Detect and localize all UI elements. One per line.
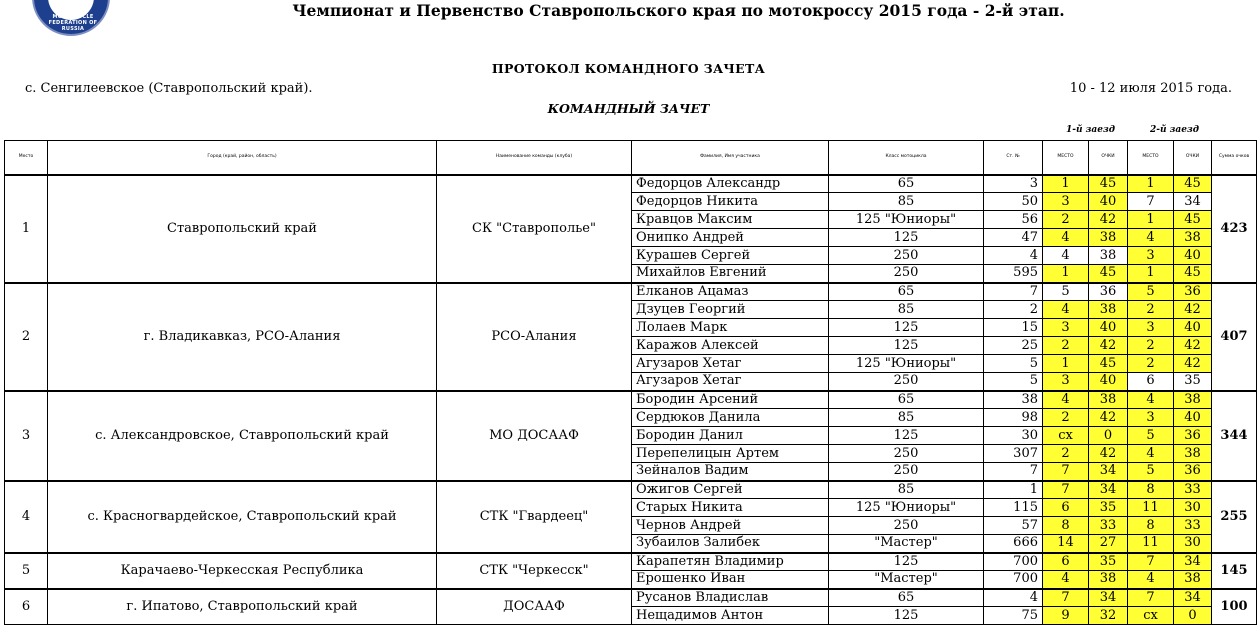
rider-number: 4 xyxy=(984,247,1043,265)
page-title: Чемпионат и Первенство Ставропольского края по мотокроссу 2015 года - 2-й этап. xyxy=(292,1,1065,20)
race1-position: 8 xyxy=(1043,517,1089,535)
race1-points: 38 xyxy=(1089,301,1128,319)
race2-points: 33 xyxy=(1174,517,1212,535)
rider-number: 2 xyxy=(984,301,1043,319)
race1-position: сх xyxy=(1043,427,1089,445)
race2-position: 7 xyxy=(1128,193,1174,211)
race2-points: 0 xyxy=(1174,607,1212,625)
team-place: 2 xyxy=(5,283,48,391)
race2-points: 40 xyxy=(1174,319,1212,337)
rider-name: Ерошенко Иван xyxy=(632,571,829,589)
race2-points: 38 xyxy=(1174,571,1212,589)
rider-class: 125 "Юниоры" xyxy=(829,355,984,373)
race2-points: 42 xyxy=(1174,301,1212,319)
team-place: 3 xyxy=(5,391,48,481)
race2-points: 30 xyxy=(1174,535,1212,553)
rider-name: Кравцов Максим xyxy=(632,211,829,229)
rider-number: 700 xyxy=(984,571,1043,589)
rider-name: Русанов Владислав xyxy=(632,589,829,607)
rider-class: 85 xyxy=(829,409,984,427)
race2-position: 8 xyxy=(1128,517,1174,535)
race2-points: 34 xyxy=(1174,193,1212,211)
section-subtitle: КОМАНДНЫЙ ЗАЧЕТ xyxy=(547,101,710,116)
race1-position: 9 xyxy=(1043,607,1089,625)
race1-points: 38 xyxy=(1089,571,1128,589)
race2-position: 6 xyxy=(1128,373,1174,391)
rider-name: Нещадимов Антон xyxy=(632,607,829,625)
rider-name: Перепелицын Артем xyxy=(632,445,829,463)
header-total: Сумма очков xyxy=(1212,141,1257,175)
team-place: 4 xyxy=(5,481,48,553)
race1-position: 2 xyxy=(1043,445,1089,463)
race1-points: 38 xyxy=(1089,391,1128,409)
race2-points: 35 xyxy=(1174,373,1212,391)
race1-position: 5 xyxy=(1043,283,1089,301)
race2-position: 1 xyxy=(1128,211,1174,229)
team-region: г. Владикавказ, РСО-Алания xyxy=(48,283,437,391)
race2-position: 1 xyxy=(1128,175,1174,193)
rider-name: Бородин Данил xyxy=(632,427,829,445)
team-club: ДОСААФ xyxy=(437,589,632,625)
race2-position: 1 xyxy=(1128,265,1174,283)
rider-class: 250 xyxy=(829,265,984,283)
race2-position: 7 xyxy=(1128,553,1174,571)
rider-name: Бородин Арсений xyxy=(632,391,829,409)
rider-number: 307 xyxy=(984,445,1043,463)
header-pts1: ОЧКИ xyxy=(1089,141,1128,175)
race2-points: 36 xyxy=(1174,283,1212,301)
race2-points: 40 xyxy=(1174,409,1212,427)
race1-points: 34 xyxy=(1089,589,1128,607)
race1-points: 34 xyxy=(1089,463,1128,481)
race1-points: 33 xyxy=(1089,517,1128,535)
table-row xyxy=(5,589,1257,607)
race1-points: 40 xyxy=(1089,373,1128,391)
rider-number: 7 xyxy=(984,283,1043,301)
header-club: Наименование команды (клуба) xyxy=(437,141,632,175)
race1-position: 4 xyxy=(1043,229,1089,247)
table-header-row xyxy=(5,141,1257,175)
rider-number: 56 xyxy=(984,211,1043,229)
race2-position: 4 xyxy=(1128,391,1174,409)
race1-position: 1 xyxy=(1043,175,1089,193)
race2-points: 42 xyxy=(1174,355,1212,373)
rider-class: 125 xyxy=(829,607,984,625)
rider-class: 125 "Юниоры" xyxy=(829,211,984,229)
race1-position: 3 xyxy=(1043,319,1089,337)
header-pos1: МЕСТО xyxy=(1043,141,1089,175)
event-location: с. Сенгилеевское (Ставропольский край). xyxy=(25,81,313,96)
team-place: 5 xyxy=(5,553,48,589)
race2-points: 38 xyxy=(1174,229,1212,247)
race2-label: 2-й заезд xyxy=(1150,125,1199,135)
rider-number: 15 xyxy=(984,319,1043,337)
rider-name: Лолаев Марк xyxy=(632,319,829,337)
rider-name: Федорцов Александр xyxy=(632,175,829,193)
race1-points: 0 xyxy=(1089,427,1128,445)
rider-class: 125 xyxy=(829,553,984,571)
race1-points: 38 xyxy=(1089,229,1128,247)
race1-points: 42 xyxy=(1089,445,1128,463)
race2-position: 3 xyxy=(1128,247,1174,265)
table-row xyxy=(5,283,1257,301)
event-date: 10 - 12 июля 2015 года. xyxy=(1069,81,1232,96)
rider-name: Агузаров Хетаг xyxy=(632,355,829,373)
race2-points: 36 xyxy=(1174,463,1212,481)
team-club: РСО-Алания xyxy=(437,283,632,391)
team-place: 1 xyxy=(5,175,48,283)
rider-name: Ожигов Сергей xyxy=(632,481,829,499)
rider-class: 65 xyxy=(829,589,984,607)
race1-position: 7 xyxy=(1043,481,1089,499)
race1-points: 27 xyxy=(1089,535,1128,553)
race1-label: 1-й заезд xyxy=(1066,125,1115,135)
rider-number: 595 xyxy=(984,265,1043,283)
rider-name: Зейналов Вадим xyxy=(632,463,829,481)
rider-name: Каражов Алексей xyxy=(632,337,829,355)
race1-position: 3 xyxy=(1043,373,1089,391)
rider-name: Курашев Сергей xyxy=(632,247,829,265)
rider-class: 125 xyxy=(829,229,984,247)
header-region: Город (край, район, область) xyxy=(48,141,437,175)
rider-class: 85 xyxy=(829,193,984,211)
race1-points: 35 xyxy=(1089,553,1128,571)
logo-text: MOTORCYCLE FEDERATION OF RUSSIA xyxy=(48,14,98,32)
rider-name: Старых Никита xyxy=(632,499,829,517)
rider-class: 85 xyxy=(829,481,984,499)
team-club: СТК "Черкесск" xyxy=(437,553,632,589)
race2-points: 34 xyxy=(1174,589,1212,607)
race2-points: 38 xyxy=(1174,445,1212,463)
race1-points: 40 xyxy=(1089,319,1128,337)
team-club: СТК "Гвардеец" xyxy=(437,481,632,553)
rider-number: 98 xyxy=(984,409,1043,427)
race2-position: 5 xyxy=(1128,283,1174,301)
race2-points: 34 xyxy=(1174,553,1212,571)
table-row xyxy=(5,481,1257,499)
team-region: Ставропольский край xyxy=(48,175,437,283)
race1-position: 4 xyxy=(1043,391,1089,409)
race1-position: 7 xyxy=(1043,589,1089,607)
race1-position: 2 xyxy=(1043,211,1089,229)
race2-position: 2 xyxy=(1128,301,1174,319)
race1-points: 45 xyxy=(1089,265,1128,283)
rider-class: 65 xyxy=(829,391,984,409)
race1-position: 6 xyxy=(1043,499,1089,517)
rider-class: 250 xyxy=(829,517,984,535)
rider-name: Дзуцев Георгий xyxy=(632,301,829,319)
header-rider: Фамилия, Имя участника xyxy=(632,141,829,175)
rider-number: 50 xyxy=(984,193,1043,211)
race1-points: 38 xyxy=(1089,247,1128,265)
race2-points: 36 xyxy=(1174,427,1212,445)
race1-points: 34 xyxy=(1089,481,1128,499)
rider-class: 125 "Юниоры" xyxy=(829,499,984,517)
rider-number: 700 xyxy=(984,553,1043,571)
rider-name: Карапетян Владимир xyxy=(632,553,829,571)
race2-points: 45 xyxy=(1174,265,1212,283)
header-class: Класс мотоцикла xyxy=(829,141,984,175)
team-total: 145 xyxy=(1212,553,1257,589)
table-row xyxy=(5,391,1257,409)
race2-points: 45 xyxy=(1174,175,1212,193)
race1-position: 1 xyxy=(1043,355,1089,373)
race2-points: 45 xyxy=(1174,211,1212,229)
protocol-title: ПРОТОКОЛ КОМАНДНОГО ЗАЧЕТА xyxy=(491,61,766,76)
rider-class: 250 xyxy=(829,373,984,391)
team-total: 344 xyxy=(1212,391,1257,481)
header-pts2: ОЧКИ xyxy=(1174,141,1212,175)
race1-position: 2 xyxy=(1043,337,1089,355)
race1-position: 4 xyxy=(1043,247,1089,265)
team-club: СК "Ставрополье" xyxy=(437,175,632,283)
rider-name: Онипко Андрей xyxy=(632,229,829,247)
rider-number: 4 xyxy=(984,589,1043,607)
team-results-table xyxy=(4,140,1257,625)
team-total: 423 xyxy=(1212,175,1257,283)
rider-number: 47 xyxy=(984,229,1043,247)
race2-points: 40 xyxy=(1174,247,1212,265)
team-total: 100 xyxy=(1212,589,1257,625)
race1-points: 42 xyxy=(1089,211,1128,229)
team-club: МО ДОСААФ xyxy=(437,391,632,481)
team-region: с. Александровское, Ставропольский край xyxy=(48,391,437,481)
race2-position: 3 xyxy=(1128,409,1174,427)
race2-points: 33 xyxy=(1174,481,1212,499)
rider-name: Агузаров Хетаг xyxy=(632,373,829,391)
race2-position: 2 xyxy=(1128,337,1174,355)
results-body xyxy=(5,175,1257,625)
rider-class: 125 xyxy=(829,319,984,337)
rider-name: Михайлов Евгений xyxy=(632,265,829,283)
rider-number: 38 xyxy=(984,391,1043,409)
race2-position: 4 xyxy=(1128,571,1174,589)
rider-name: Елканов Ацамаз xyxy=(632,283,829,301)
rider-name: Сердюков Данила xyxy=(632,409,829,427)
race2-position: 11 xyxy=(1128,499,1174,517)
table-row xyxy=(5,553,1257,571)
rider-number: 115 xyxy=(984,499,1043,517)
rider-number: 5 xyxy=(984,373,1043,391)
race1-position: 4 xyxy=(1043,571,1089,589)
rider-number: 57 xyxy=(984,517,1043,535)
race1-position: 3 xyxy=(1043,193,1089,211)
header-place: Место xyxy=(5,141,48,175)
rider-class: 65 xyxy=(829,283,984,301)
race2-position: 8 xyxy=(1128,481,1174,499)
race2-position: сх xyxy=(1128,607,1174,625)
race1-position: 2 xyxy=(1043,409,1089,427)
rider-name: Федорцов Никита xyxy=(632,193,829,211)
rider-class: 85 xyxy=(829,301,984,319)
rider-number: 5 xyxy=(984,355,1043,373)
rider-name: Чернов Андрей xyxy=(632,517,829,535)
race1-points: 45 xyxy=(1089,175,1128,193)
rider-class: "Мастер" xyxy=(829,535,984,553)
race2-points: 38 xyxy=(1174,391,1212,409)
race1-points: 35 xyxy=(1089,499,1128,517)
header-pos2: МЕСТО xyxy=(1128,141,1174,175)
team-total: 255 xyxy=(1212,481,1257,553)
race1-position: 6 xyxy=(1043,553,1089,571)
rider-number: 1 xyxy=(984,481,1043,499)
rider-class: "Мастер" xyxy=(829,571,984,589)
race1-position: 14 xyxy=(1043,535,1089,553)
race2-position: 5 xyxy=(1128,427,1174,445)
race1-points: 32 xyxy=(1089,607,1128,625)
rider-number: 666 xyxy=(984,535,1043,553)
header-number: Ст. № xyxy=(984,141,1043,175)
rider-class: 125 xyxy=(829,337,984,355)
race1-points: 42 xyxy=(1089,409,1128,427)
race1-points: 42 xyxy=(1089,337,1128,355)
rider-number: 75 xyxy=(984,607,1043,625)
rider-number: 7 xyxy=(984,463,1043,481)
race2-position: 4 xyxy=(1128,445,1174,463)
race2-position: 5 xyxy=(1128,463,1174,481)
race2-position: 2 xyxy=(1128,355,1174,373)
rider-number: 30 xyxy=(984,427,1043,445)
rider-class: 250 xyxy=(829,463,984,481)
race2-position: 4 xyxy=(1128,229,1174,247)
table-row xyxy=(5,175,1257,193)
race2-position: 7 xyxy=(1128,589,1174,607)
race1-position: 1 xyxy=(1043,265,1089,283)
race2-position: 3 xyxy=(1128,319,1174,337)
race1-points: 36 xyxy=(1089,283,1128,301)
race1-points: 40 xyxy=(1089,193,1128,211)
team-region: г. Ипатово, Ставропольский край xyxy=(48,589,437,625)
race1-position: 7 xyxy=(1043,463,1089,481)
race1-position: 4 xyxy=(1043,301,1089,319)
rider-class: 65 xyxy=(829,175,984,193)
rider-class: 125 xyxy=(829,427,984,445)
rider-number: 3 xyxy=(984,175,1043,193)
race2-points: 42 xyxy=(1174,337,1212,355)
team-place: 6 xyxy=(5,589,48,625)
rider-number: 25 xyxy=(984,337,1043,355)
race1-points: 45 xyxy=(1089,355,1128,373)
race2-position: 11 xyxy=(1128,535,1174,553)
race2-points: 30 xyxy=(1174,499,1212,517)
rider-class: 250 xyxy=(829,247,984,265)
team-total: 407 xyxy=(1212,283,1257,391)
rider-name: Зубаилов Залибек xyxy=(632,535,829,553)
team-region: Карачаево-Черкесская Республика xyxy=(48,553,437,589)
rider-class: 250 xyxy=(829,445,984,463)
team-region: с. Красногвардейское, Ставропольский край xyxy=(48,481,437,553)
